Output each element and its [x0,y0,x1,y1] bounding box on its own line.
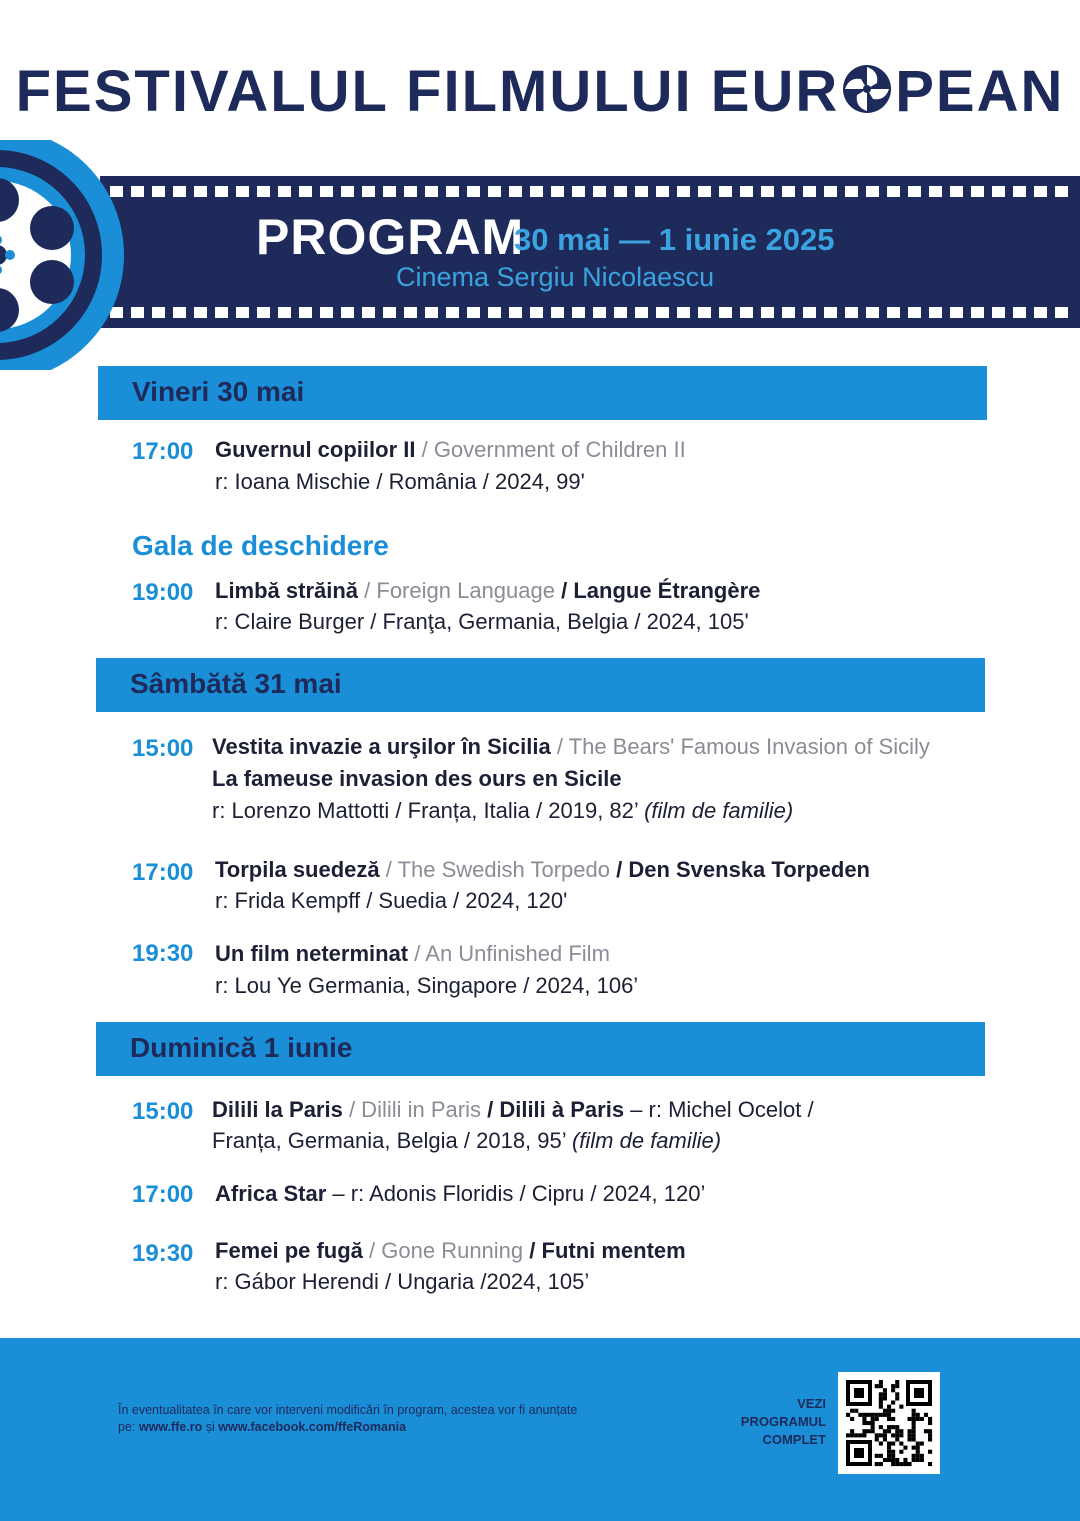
film-perforation [152,186,165,197]
screening-details: r: Ioana Mischie / România / 2024, 99' [215,469,585,494]
film-perforation [509,307,522,318]
film-perforations-top [110,186,1080,197]
screening-title [215,437,686,463]
film-perforation [299,307,312,318]
screening-details [212,798,793,824]
facebook-link[interactable]: www.facebook.com/ffeRomania [218,1420,407,1434]
details-text: Franța, Germania, Belgia / 2018, 95’ [212,1128,572,1153]
film-perforation [593,307,606,318]
film-perforation [425,186,438,197]
title-ro: Torpila suedeză [215,857,380,882]
film-perforation [215,307,228,318]
details-text: r: Lorenzo Mattotti / Franța, Italia / 2019, 82’ [212,798,645,823]
title-en: / Gone Running [362,1238,524,1263]
film-perforation [782,186,795,197]
title-en: / The Bears' Famous Invasion of Sicily [550,734,930,759]
film-perforation [845,307,858,318]
film-perforation [488,307,501,318]
title-ro: Limbă străină [215,578,359,603]
screening-original-title [212,766,622,792]
title-ro: Femei pe fugă [215,1238,363,1263]
film-perforation [362,186,375,197]
screening-details [212,1128,721,1154]
film-perforation [530,307,543,318]
pinwheel-logo-icon [841,63,893,115]
screening-details: r: Claire Burger / Franţa, Germania, Belgia / 2024, 105' [215,609,749,634]
film-perforation [761,307,774,318]
film-perforation [278,307,291,318]
film-perforation [320,186,333,197]
film-perforation [173,186,186,197]
screening-time: 15:00 [132,735,194,762]
film-perforation [740,307,753,318]
screening-details: r: Lou Ye Germania, Singapore / 2024, 106’ [215,973,639,998]
director-text: – r: Michel Ocelot / [624,1097,814,1122]
title-suffix: PEAN [895,59,1065,124]
film-perforation [467,307,480,318]
film-perforation [446,307,459,318]
gala-heading: Gala de deschidere [132,530,389,561]
film-perforation [803,186,816,197]
film-perforation [425,307,438,318]
screening-details: r: Gábor Herendi / Ungaria /2024, 105’ [215,1269,590,1294]
title-en: / An Unfinished Film [408,941,610,966]
film-perforation [257,186,270,197]
day-header-saturday [96,658,985,712]
film-perforation [593,186,606,197]
day-header-friday [98,366,987,420]
film-perforation [257,307,270,318]
film-perforation [908,307,921,318]
film-perforation [698,186,711,197]
film-perforation [656,307,669,318]
film-perforation [1055,307,1068,318]
family-note: (film de familie) [644,798,794,823]
note-text: În eventualitatea în care vor interveni modificări în program, acestea vor fi anunțate pe: [118,1403,578,1434]
website-link[interactable]: www.ffe.ro [138,1420,203,1434]
screening-title [215,1238,686,1264]
film-perforation [761,186,774,197]
title-separator: / [480,1097,500,1122]
note-and: și [202,1420,219,1434]
screening-title [215,578,760,604]
film-perforation [173,307,186,318]
film-perforation [530,186,543,197]
film-perforation [551,307,564,318]
title-original: Dilili à Paris [499,1097,625,1122]
film-perforation [824,307,837,318]
screening-time: 17:00 [132,859,194,886]
title-ro: Africa Star [215,1181,327,1206]
film-perforation [1013,307,1026,318]
screening-title [212,734,930,760]
qr-code-icon[interactable] [838,1372,940,1474]
title-en: / Dilili in Paris [342,1097,481,1122]
film-reel-icon [0,140,125,370]
title-original: Den Svenska Torpeden [628,857,870,882]
title-en: / Foreign Language [358,578,555,603]
screening-time: 15:00 [132,1098,194,1125]
film-perforation [656,186,669,197]
film-perforation [971,307,984,318]
title-original: La fameuse invasion des ours en Sicile [212,766,622,791]
screening-time: 17:00 [132,438,194,465]
footer-note [118,1402,578,1436]
film-perforation [509,186,522,197]
screening-title [215,857,870,883]
film-perforation [278,186,291,197]
title-ro: Vestita invazie a urşilor în Sicilia [212,734,551,759]
film-perforation [488,186,501,197]
film-perforation [404,307,417,318]
film-perforation [845,186,858,197]
film-perforation [614,307,627,318]
film-perforation [719,307,732,318]
title-ro: Un film neterminat [215,941,409,966]
title-en: / Government of Children II [415,437,686,462]
film-perforation [740,186,753,197]
film-perforation [992,186,1005,197]
festival-venue: Cinema Sergiu Nicolaescu [396,262,715,292]
film-perforation [614,186,627,197]
director-text: – r: Adonis Floridis / Cipru / 2024, 120’ [326,1181,706,1206]
screening-time: 19:00 [132,579,194,606]
vezi-line-1: VEZI [797,1396,826,1411]
film-perforation [1034,307,1047,318]
film-perforation [1055,186,1068,197]
screening-title [215,941,610,967]
vezi-line-3: COMPLET [762,1432,826,1447]
film-perforation [320,307,333,318]
full-program-label [700,1395,826,1449]
title-ro: Dilili la Paris [212,1097,343,1122]
family-note: (film de familie) [571,1128,722,1153]
film-perforation [698,307,711,318]
screening-time: 19:30 [132,940,194,967]
title-separator: / [554,578,574,603]
program-heading: PROGRAM [256,209,525,265]
film-perforation [446,186,459,197]
film-perforation [467,186,480,197]
film-perforation [803,307,816,318]
festival-title [0,58,1080,125]
film-perforation [551,186,564,197]
title-original: Futni mentem [541,1238,686,1263]
film-perforation [992,307,1005,318]
film-perforation [635,307,648,318]
film-perforation [908,186,921,197]
day-label: Vineri 30 mai [132,376,305,407]
film-perforation [782,307,795,318]
film-perforation [362,307,375,318]
film-perforation [131,186,144,197]
film-perforation [215,186,228,197]
film-perforation [635,186,648,197]
film-perforation [719,186,732,197]
day-label: Sâmbătă 31 mai [130,668,342,699]
film-perforation [677,186,690,197]
film-perforations-bottom [110,307,1080,318]
title-separator: / [523,1238,542,1263]
film-perforation [950,307,963,318]
title-ro: Guvernul copiilor II [215,437,416,462]
film-perforation [341,307,354,318]
title-separator: / [609,857,629,882]
screening-title [215,1181,705,1207]
title-original: Langue Étrangère [573,578,761,603]
film-perforation [194,186,207,197]
film-perforation [1013,186,1026,197]
film-perforation [383,307,396,318]
film-perforation [572,186,585,197]
screening-time: 19:30 [132,1240,194,1267]
title-en: / The Swedish Torpedo [379,857,610,882]
film-perforation [887,186,900,197]
festival-dates: 30 mai — 1 iunie 2025 [514,222,835,257]
screening-details: r: Frida Kempff / Suedia / 2024, 120' [215,888,568,913]
film-perforation [236,186,249,197]
vezi-line-2: PROGRAMUL [740,1414,826,1429]
film-perforation [677,307,690,318]
film-perforation [152,307,165,318]
film-perforation [299,186,312,197]
film-perforation [950,186,963,197]
film-perforation [404,186,417,197]
film-perforation [866,307,879,318]
film-perforation [194,307,207,318]
title-prefix: FESTIVALUL FILMULUI EUR [15,59,840,124]
film-perforation [971,186,984,197]
day-header-sunday [96,1022,985,1076]
film-perforation [236,307,249,318]
day-label: Duminică 1 iunie [130,1032,353,1063]
film-perforation [866,186,879,197]
film-perforation [929,186,942,197]
film-perforation [572,307,585,318]
film-perforation [824,186,837,197]
film-perforation [383,186,396,197]
film-perforation [131,307,144,318]
screening-title [212,1097,814,1123]
screening-time: 17:00 [132,1181,194,1208]
film-perforation [341,186,354,197]
film-perforation [1034,186,1047,197]
film-perforation [929,307,942,318]
film-perforation [887,307,900,318]
